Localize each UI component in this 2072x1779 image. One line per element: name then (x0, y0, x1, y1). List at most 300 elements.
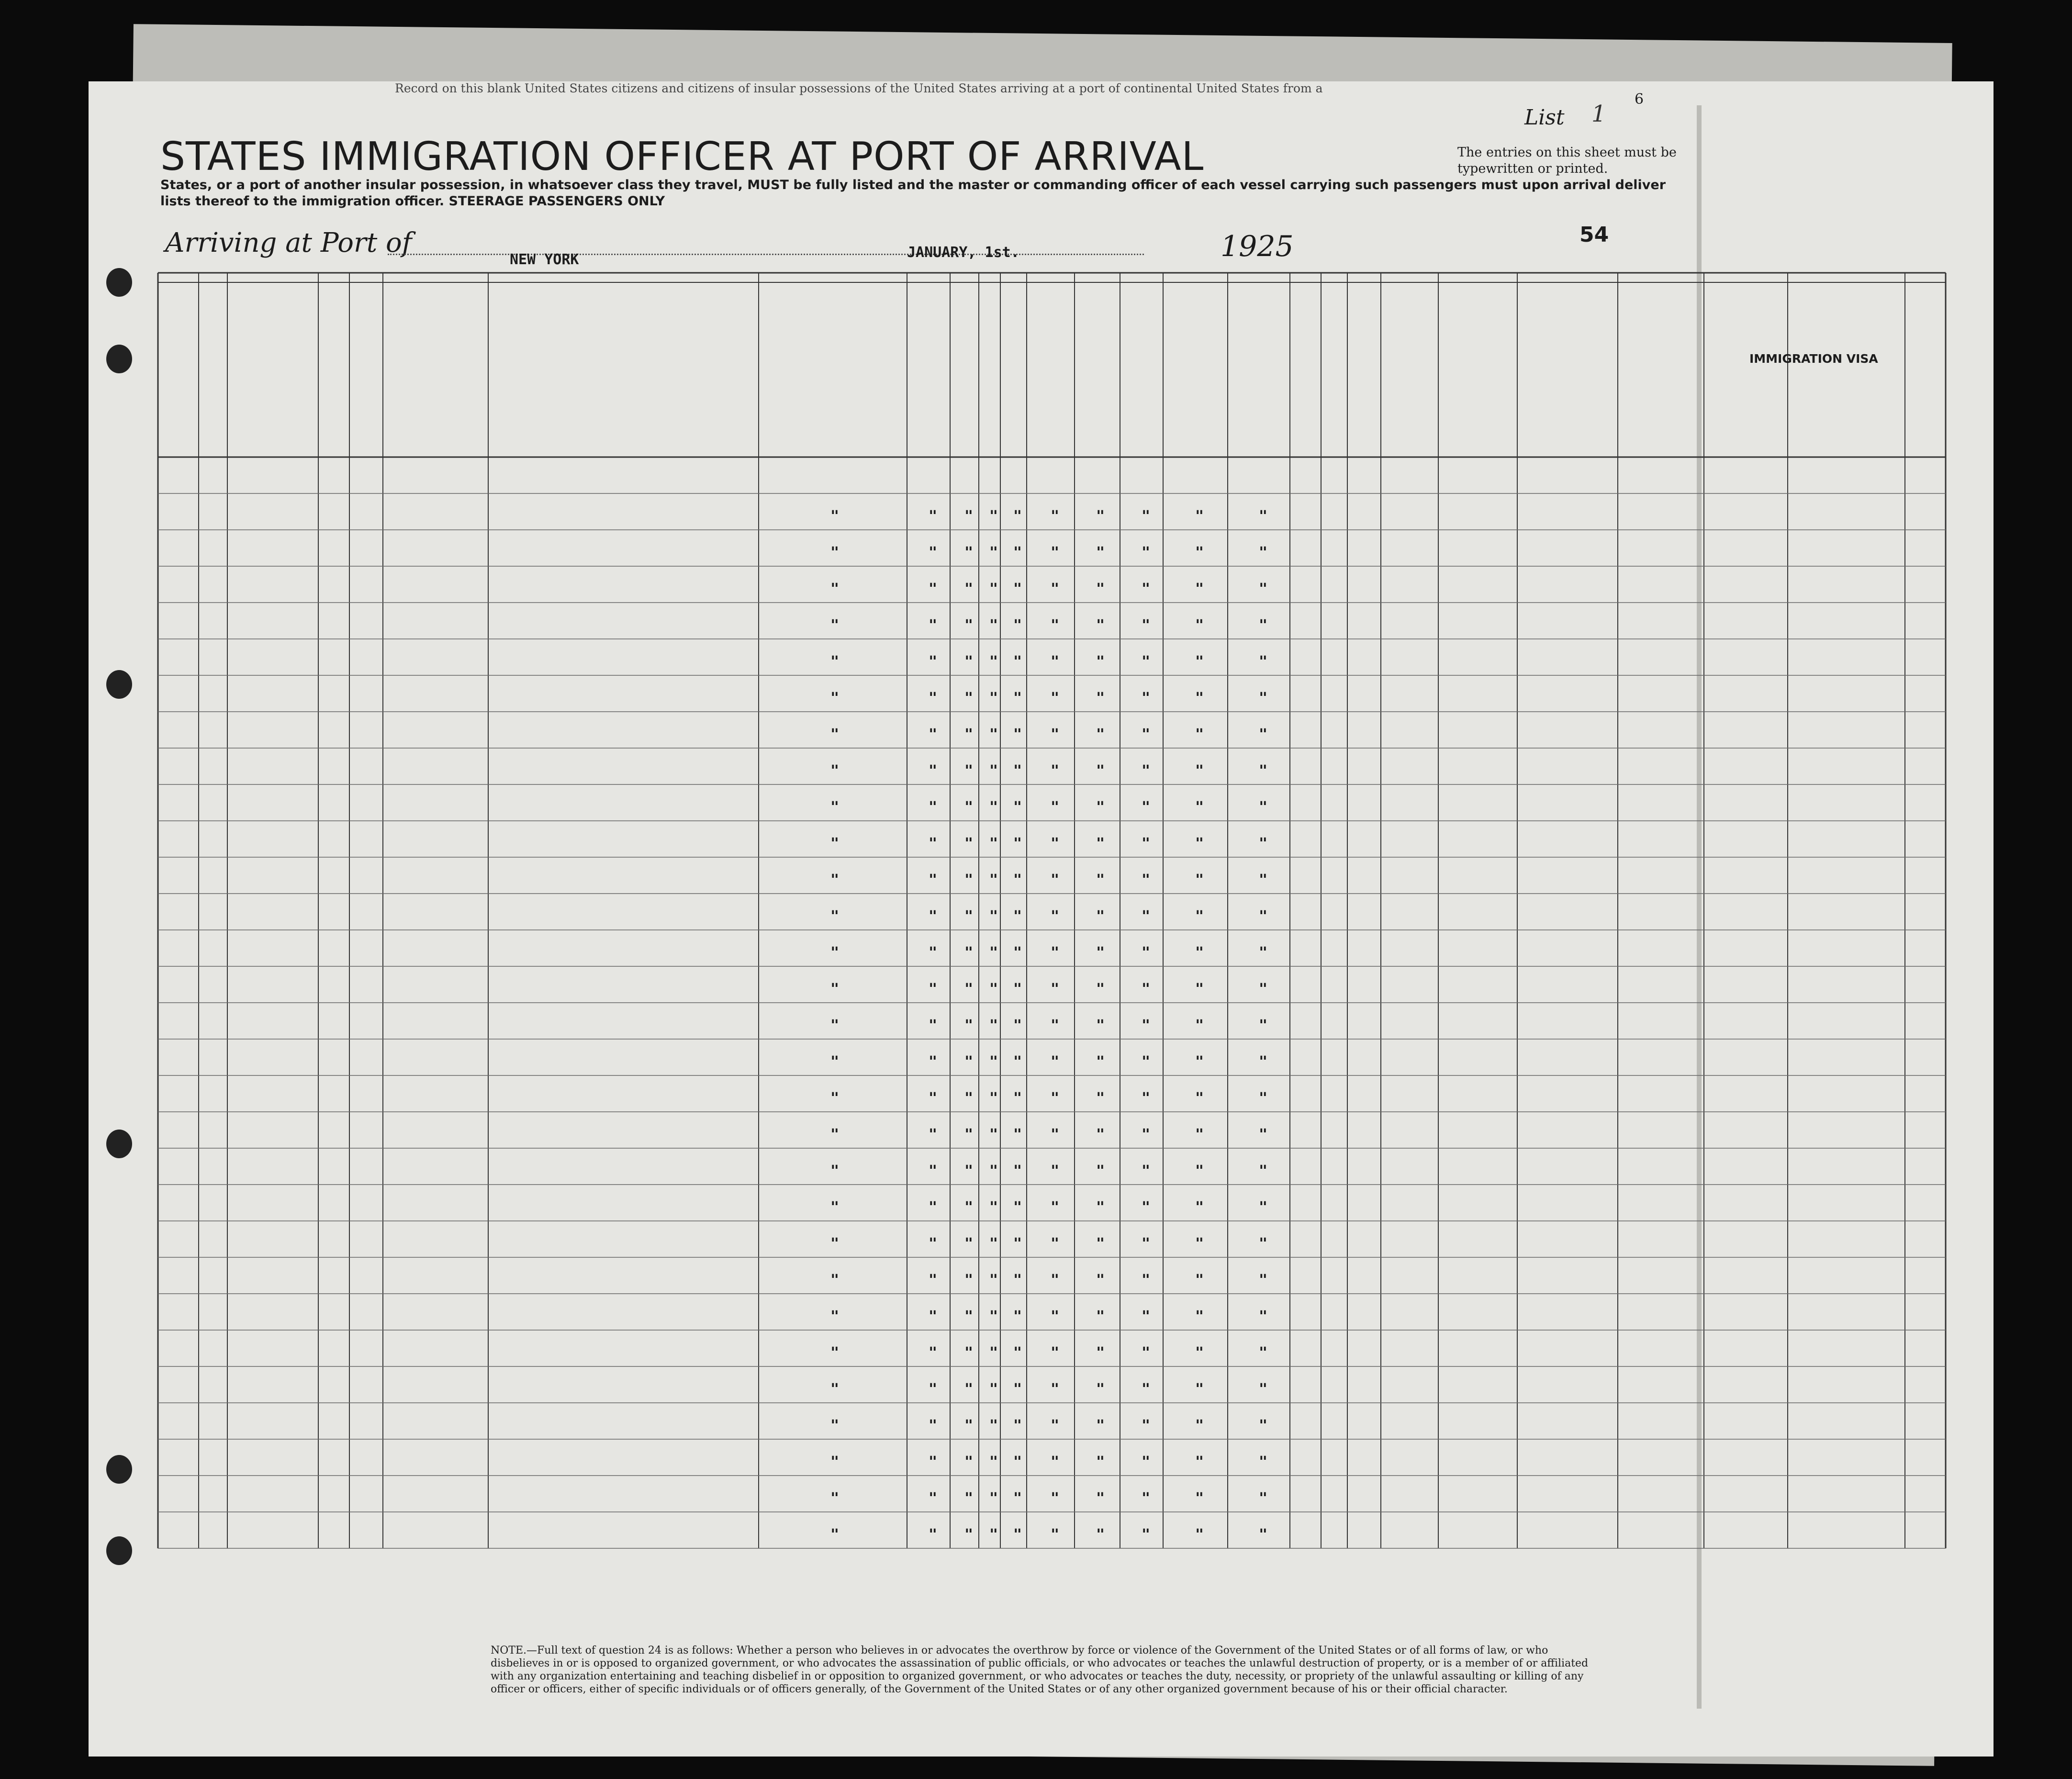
page-number: 54 (1579, 223, 1609, 247)
list-label: List (1524, 105, 1565, 130)
ditto-mark: " (1096, 799, 1105, 816)
ditto-mark: " (1195, 1490, 1204, 1507)
ditto-mark: " (1142, 1454, 1151, 1470)
ditto-mark: " (830, 1199, 840, 1216)
ditto-mark: " (1096, 690, 1105, 706)
ditto-mark: " (964, 690, 974, 706)
ditto-mark: " (989, 1163, 998, 1179)
ditto-mark: " (1142, 581, 1151, 597)
ditto-mark: " (929, 944, 938, 961)
ditto-mark: " (1051, 981, 1060, 997)
ditto-mark: " (929, 872, 938, 888)
ditto-mark: " (1096, 1490, 1105, 1507)
ditto-mark: " (929, 1053, 938, 1070)
ditto-mark: " (989, 1344, 998, 1361)
ditto-mark: " (1195, 1163, 1204, 1179)
ditto-mark: " (1013, 799, 1022, 816)
ditto-mark: " (1195, 835, 1204, 852)
ditto-mark: " (1142, 1090, 1151, 1107)
ditto-mark: " (1051, 762, 1060, 779)
ditto-mark: " (929, 508, 938, 525)
ditto-mark: " (1051, 835, 1060, 852)
ditto-mark: " (1051, 1199, 1060, 1216)
ditto-mark: " (964, 1090, 974, 1107)
ditto-mark: " (929, 544, 938, 561)
ditto-mark: " (989, 653, 998, 670)
ditto-mark: " (1259, 1454, 1268, 1470)
ditto-mark: " (1259, 1235, 1268, 1252)
ditto-mark: " (929, 1526, 938, 1543)
punch-hole (106, 1455, 132, 1484)
ditto-mark: " (1195, 1235, 1204, 1252)
ditto-mark: " (1259, 1344, 1268, 1361)
ditto-mark: " (964, 1344, 974, 1361)
ditto-mark: " (1051, 1417, 1060, 1434)
ditto-mark: " (1096, 762, 1105, 779)
ditto-mark: " (929, 1308, 938, 1325)
ditto-mark: " (1013, 981, 1022, 997)
ditto-mark: " (1013, 1163, 1022, 1179)
ditto-mark: " (1096, 1017, 1105, 1034)
ditto-mark: " (964, 1381, 974, 1398)
ditto-mark: " (964, 944, 974, 961)
ditto-mark: " (1051, 690, 1060, 706)
ditto-mark: " (1142, 1381, 1151, 1398)
sheet-edge-strip (1697, 105, 1702, 1709)
ditto-mark: " (929, 835, 938, 852)
ditto-mark: " (1195, 1454, 1204, 1470)
ditto-mark: " (830, 1272, 840, 1288)
ditto-mark: " (1096, 1526, 1105, 1543)
ditto-mark: " (1195, 617, 1204, 634)
ditto-mark: " (1051, 1344, 1060, 1361)
arriving-label: Arriving at Port of (165, 227, 412, 258)
table-grid (89, 81, 1994, 1757)
ditto-mark: " (1142, 872, 1151, 888)
ditto-mark: " (1142, 544, 1151, 561)
ditto-mark: " (1096, 1126, 1105, 1143)
ditto-mark: " (989, 835, 998, 852)
ditto-mark: " (1051, 872, 1060, 888)
ditto-mark: " (1096, 1454, 1105, 1470)
ditto-mark: " (1259, 726, 1268, 743)
ditto-mark: " (929, 1417, 938, 1434)
ditto-mark: " (1142, 690, 1151, 706)
ditto-mark: " (1013, 508, 1022, 525)
ditto-mark: " (1195, 1017, 1204, 1034)
ditto-mark: " (1096, 1199, 1105, 1216)
ditto-mark: " (830, 726, 840, 743)
ditto-mark: " (964, 508, 974, 525)
ditto-mark: " (1096, 508, 1105, 525)
ditto-mark: " (1195, 762, 1204, 779)
ditto-mark: " (964, 544, 974, 561)
ditto-mark: " (1051, 1526, 1060, 1543)
ditto-mark: " (929, 1381, 938, 1398)
ditto-mark: " (989, 1308, 998, 1325)
ditto-mark: " (830, 1017, 840, 1034)
ditto-mark: " (1051, 508, 1060, 525)
ditto-mark: " (1195, 1417, 1204, 1434)
list-number: 1 (1591, 101, 1606, 127)
ditto-mark: " (1142, 835, 1151, 852)
punch-hole (106, 1130, 132, 1158)
ditto-mark: " (964, 1235, 974, 1252)
ditto-mark: " (989, 1090, 998, 1107)
ditto-mark: " (1096, 617, 1105, 634)
ditto-mark: " (830, 653, 840, 670)
ditto-mark: " (1195, 1344, 1204, 1361)
ditto-mark: " (1142, 944, 1151, 961)
ditto-mark: " (1142, 1272, 1151, 1288)
ditto-mark: " (964, 1199, 974, 1216)
ditto-mark: " (989, 1017, 998, 1034)
ditto-mark: " (929, 1454, 938, 1470)
ditto-mark: " (989, 617, 998, 634)
ditto-mark: " (1259, 1272, 1268, 1288)
ditto-mark: " (1259, 581, 1268, 597)
ditto-mark: " (929, 617, 938, 634)
ditto-mark: " (1096, 981, 1105, 997)
ditto-mark: " (989, 726, 998, 743)
ditto-mark: " (1013, 1417, 1022, 1434)
ditto-mark: " (1259, 944, 1268, 961)
ditto-mark: " (830, 1053, 840, 1070)
form-title: STATES IMMIGRATION OFFICER AT PORT OF ARRIVAL (160, 134, 1204, 179)
ditto-mark: " (1013, 544, 1022, 561)
ditto-mark: " (1051, 653, 1060, 670)
ditto-mark: " (1142, 1344, 1151, 1361)
ditto-mark: " (1195, 1053, 1204, 1070)
ditto-mark: " (964, 1053, 974, 1070)
ditto-mark: " (1051, 1053, 1060, 1070)
ditto-mark: " (964, 981, 974, 997)
ditto-mark: " (1051, 1090, 1060, 1107)
ditto-mark: " (1195, 944, 1204, 961)
ditto-mark: " (1195, 981, 1204, 997)
ditto-mark: " (989, 1381, 998, 1398)
ditto-mark: " (1259, 1417, 1268, 1434)
ditto-mark: " (1142, 1017, 1151, 1034)
ditto-mark: " (1051, 1235, 1060, 1252)
ditto-mark: " (1013, 1308, 1022, 1325)
ditto-mark: " (1096, 1272, 1105, 1288)
visa-title: IMMIGRATION VISA (1749, 352, 1878, 366)
ditto-mark: " (1013, 581, 1022, 597)
ditto-mark: " (929, 1126, 938, 1143)
ditto-mark: " (1013, 1053, 1022, 1070)
ditto-mark: " (1259, 872, 1268, 888)
ditto-mark: " (1013, 1017, 1022, 1034)
ditto-mark: " (989, 544, 998, 561)
ditto-mark: " (1051, 1272, 1060, 1288)
ditto-mark: " (1096, 872, 1105, 888)
ditto-mark: " (989, 981, 998, 997)
ditto-mark: " (1051, 1490, 1060, 1507)
ditto-mark: " (929, 1235, 938, 1252)
ditto-mark: " (964, 1454, 974, 1470)
ditto-mark: " (830, 1417, 840, 1434)
ditto-mark: " (1142, 653, 1151, 670)
ditto-mark: " (1259, 1199, 1268, 1216)
ditto-mark: " (929, 726, 938, 743)
ditto-mark: " (1096, 1381, 1105, 1398)
ditto-mark: " (1096, 1235, 1105, 1252)
ditto-mark: " (1195, 581, 1204, 597)
ditto-mark: " (1259, 1490, 1268, 1507)
port-value: NEW YORK (510, 251, 579, 268)
ditto-mark: " (1142, 726, 1151, 743)
ditto-mark: " (1013, 1454, 1022, 1470)
ditto-mark: " (1013, 617, 1022, 634)
ditto-mark: " (1142, 981, 1151, 997)
ditto-mark: " (989, 799, 998, 816)
ditto-mark: " (964, 1526, 974, 1543)
ditto-mark: " (1195, 799, 1204, 816)
ditto-mark: " (1195, 1090, 1204, 1107)
ditto-mark: " (1096, 544, 1105, 561)
ditto-mark: " (1096, 581, 1105, 597)
ditto-mark: " (1259, 908, 1268, 925)
ditto-mark: " (1195, 726, 1204, 743)
ditto-mark: " (964, 1126, 974, 1143)
ditto-mark: " (1259, 508, 1268, 525)
page-sub-number: 6 (1635, 91, 1644, 108)
ditto-mark: " (929, 981, 938, 997)
ditto-mark: " (830, 581, 840, 597)
ditto-mark: " (1096, 726, 1105, 743)
ditto-mark: " (1259, 1017, 1268, 1034)
ditto-mark: " (1142, 1126, 1151, 1143)
ditto-mark: " (989, 908, 998, 925)
ditto-mark: " (1142, 508, 1151, 525)
ditto-mark: " (929, 1017, 938, 1034)
ditto-mark: " (1142, 1526, 1151, 1543)
ditto-mark: " (929, 690, 938, 706)
manifest-sheet (89, 81, 1994, 1757)
ditto-mark: " (1096, 1163, 1105, 1179)
ditto-mark: " (830, 908, 840, 925)
ditto-mark: " (830, 508, 840, 525)
ditto-mark: " (929, 799, 938, 816)
ditto-mark: " (1259, 1381, 1268, 1398)
ditto-mark: " (830, 981, 840, 997)
ditto-mark: " (1096, 908, 1105, 925)
ditto-mark: " (1195, 1199, 1204, 1216)
ditto-mark: " (1259, 1090, 1268, 1107)
ditto-mark: " (964, 1417, 974, 1434)
ditto-mark: " (929, 653, 938, 670)
ditto-mark: " (1142, 1163, 1151, 1179)
ditto-mark: " (1051, 617, 1060, 634)
ditto-mark: " (1259, 1163, 1268, 1179)
ditto-mark: " (964, 1163, 974, 1179)
ditto-mark: " (1013, 1272, 1022, 1288)
ditto-mark: " (989, 1199, 998, 1216)
ditto-mark: " (1195, 908, 1204, 925)
ditto-mark: " (1013, 653, 1022, 670)
ditto-mark: " (989, 762, 998, 779)
ditto-mark: " (1096, 1053, 1105, 1070)
ditto-mark: " (964, 726, 974, 743)
ditto-mark: " (830, 544, 840, 561)
ditto-mark: " (1051, 799, 1060, 816)
ditto-mark: " (1259, 690, 1268, 706)
ditto-mark: " (830, 1454, 840, 1470)
ditto-mark: " (1259, 835, 1268, 852)
ditto-mark: " (1195, 1126, 1204, 1143)
ditto-mark: " (1259, 1053, 1268, 1070)
ditto-mark: " (929, 908, 938, 925)
ditto-mark: " (989, 1490, 998, 1507)
ditto-mark: " (1195, 508, 1204, 525)
ditto-mark: " (989, 581, 998, 597)
ditto-mark: " (1195, 872, 1204, 888)
ditto-mark: " (1013, 1090, 1022, 1107)
ditto-mark: " (1096, 653, 1105, 670)
arrival-date: JANUARY, 1st. (907, 244, 1019, 261)
ditto-mark: " (830, 799, 840, 816)
ditto-mark: " (1259, 1126, 1268, 1143)
ditto-mark: " (989, 1235, 998, 1252)
ditto-mark: " (1259, 544, 1268, 561)
ditto-mark: " (929, 1163, 938, 1179)
ditto-mark: " (929, 1199, 938, 1216)
ditto-mark: " (989, 1526, 998, 1543)
ditto-mark: " (1051, 544, 1060, 561)
banner-text: Record on this blank United States citizens and citizens of insular possessions of the United States arriving at a port of continental United States from a (395, 81, 1323, 95)
ditto-mark: " (1013, 1235, 1022, 1252)
port-underline (388, 254, 1144, 255)
ditto-mark: " (1013, 944, 1022, 961)
ditto-mark: " (1051, 726, 1060, 743)
ditto-mark: " (1142, 762, 1151, 779)
ditto-mark: " (1259, 1526, 1268, 1543)
ditto-mark: " (1195, 1272, 1204, 1288)
ditto-mark: " (1142, 1417, 1151, 1434)
ditto-mark: " (1142, 1199, 1151, 1216)
ditto-mark: " (1051, 1163, 1060, 1179)
ditto-mark: " (1051, 944, 1060, 961)
ditto-mark: " (1013, 835, 1022, 852)
ditto-mark: " (830, 1381, 840, 1398)
ditto-mark: " (1195, 544, 1204, 561)
ditto-mark: " (830, 1235, 840, 1252)
ditto-mark: " (1142, 1235, 1151, 1252)
ditto-mark: " (830, 1490, 840, 1507)
ditto-mark: " (1195, 653, 1204, 670)
ditto-mark: " (929, 581, 938, 597)
ditto-mark: " (1259, 617, 1268, 634)
ditto-mark: " (929, 1490, 938, 1507)
ditto-mark: " (830, 617, 840, 634)
ditto-mark: " (830, 1344, 840, 1361)
ditto-mark: " (1259, 653, 1268, 670)
ditto-mark: " (1096, 835, 1105, 852)
ditto-mark: " (964, 1272, 974, 1288)
ditto-mark: " (1051, 1017, 1060, 1034)
ditto-mark: " (989, 1454, 998, 1470)
ditto-mark: " (830, 1163, 840, 1179)
ditto-mark: " (1259, 1308, 1268, 1325)
ditto-mark: " (964, 1017, 974, 1034)
ditto-mark: " (1051, 1454, 1060, 1470)
ditto-mark: " (1259, 799, 1268, 816)
ditto-mark: " (1142, 1308, 1151, 1325)
ditto-mark: " (989, 1126, 998, 1143)
ditto-mark: " (1195, 1308, 1204, 1325)
ditto-mark: " (1013, 1490, 1022, 1507)
typewritten-notice: The entries on this sheet must be typewritten or printed. (1457, 145, 1677, 176)
ditto-mark: " (830, 1090, 840, 1107)
ditto-mark: " (1013, 1126, 1022, 1143)
ditto-mark: " (1259, 762, 1268, 779)
punch-hole (106, 345, 132, 373)
ditto-mark: " (989, 1272, 998, 1288)
ditto-mark: " (964, 1308, 974, 1325)
ditto-mark: " (830, 690, 840, 706)
ditto-mark: " (1013, 1526, 1022, 1543)
ditto-mark: " (1096, 1308, 1105, 1325)
ditto-mark: " (830, 1526, 840, 1543)
ditto-mark: " (1142, 1490, 1151, 1507)
ditto-mark: " (964, 799, 974, 816)
ditto-mark: " (830, 1126, 840, 1143)
ditto-mark: " (1096, 1344, 1105, 1361)
ditto-mark: " (1142, 617, 1151, 634)
ditto-mark: " (1051, 1308, 1060, 1325)
ditto-mark: " (1013, 1344, 1022, 1361)
ditto-mark: " (964, 762, 974, 779)
ditto-mark: " (929, 762, 938, 779)
ditto-mark: " (1195, 1381, 1204, 1398)
ditto-mark: " (989, 508, 998, 525)
ditto-mark: " (830, 872, 840, 888)
ditto-mark: " (1096, 944, 1105, 961)
ditto-mark: " (1195, 1526, 1204, 1543)
ditto-mark: " (964, 908, 974, 925)
ditto-mark: " (1013, 690, 1022, 706)
ditto-mark: " (1013, 762, 1022, 779)
ditto-mark: " (1013, 872, 1022, 888)
ditto-mark: " (830, 944, 840, 961)
ditto-mark: " (1051, 1126, 1060, 1143)
ditto-mark: " (1051, 1381, 1060, 1398)
ditto-mark: " (929, 1090, 938, 1107)
instructions: States, or a port of another insular possession, in whatsoever class they travel, MUST be fully listed and the master or commanding officer of each vessel carrying such passengers must upon arrival deliver lists thereof to the immigration officer. STEERAGE PASSENGERS ONLY (160, 178, 1666, 209)
ditto-mark: " (964, 653, 974, 670)
ditto-mark: " (1013, 1381, 1022, 1398)
ditto-mark: " (929, 1344, 938, 1361)
ditto-mark: " (1142, 908, 1151, 925)
ditto-mark: " (1051, 908, 1060, 925)
ditto-mark: " (1013, 1199, 1022, 1216)
punch-hole (106, 1536, 132, 1565)
ditto-mark: " (1142, 799, 1151, 816)
ditto-mark: " (989, 1417, 998, 1434)
ditto-mark: " (830, 835, 840, 852)
ditto-mark: " (964, 617, 974, 634)
ditto-mark: " (1051, 581, 1060, 597)
ditto-mark: " (830, 1308, 840, 1325)
ditto-mark: " (964, 872, 974, 888)
arrival-year: 1925 (1221, 230, 1294, 263)
ditto-mark: " (929, 1272, 938, 1288)
ditto-mark: " (989, 944, 998, 961)
ditto-mark: " (989, 690, 998, 706)
ditto-mark: " (989, 1053, 998, 1070)
ditto-mark: " (964, 835, 974, 852)
